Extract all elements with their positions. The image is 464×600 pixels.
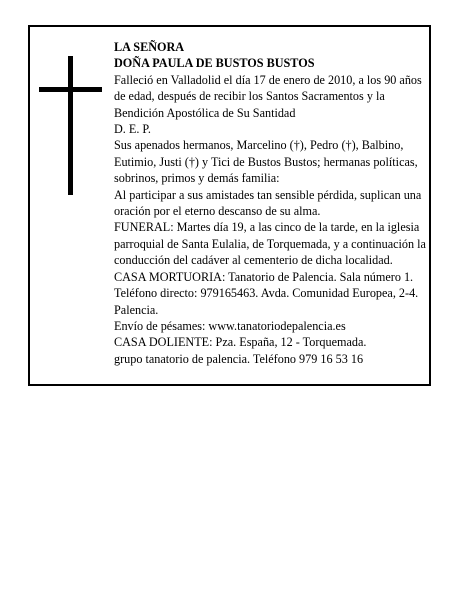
funeral-home-details: CASA MORTUORIA: Tanatorio de Palencia. Sala número 1. Teléfono directo: 979165463. Avda. Comunidad Europea, 2-4. Palencia. xyxy=(114,269,419,317)
deceased-title: LA SEÑORA xyxy=(114,40,185,54)
funeral-details: FUNERAL: Martes día 19, a las cinco de la tarde, en la iglesia parroquial de Santa Eulalia, de Torquemada, y a continuación la conducción del cadáver al cementerio de dicha localidad. xyxy=(114,220,426,268)
death-announcement: Falleció en Valladolid el día 17 de enero de 2010, a los 90 años de edad, después de recibir los Santos Sacramentos y la Bendición Apostólica de Su Santidad xyxy=(114,72,422,120)
prayer-request: Al participar a sus amistades tan sensible pérdida, suplican una oración por el eterno descanso de su alma. xyxy=(114,187,422,219)
obituary-notice xyxy=(28,25,431,386)
notice-text xyxy=(114,39,426,367)
deceased-name: DOÑA PAULA DE BUSTOS BUSTOS xyxy=(114,56,315,71)
cross-vertical-bar xyxy=(68,56,73,195)
family-home-address: CASA DOLIENTE: Pza. España, 12 - Torquemada. xyxy=(114,335,367,350)
rip-line: D. E. P. xyxy=(114,122,151,137)
cross-horizontal-bar xyxy=(39,87,102,92)
condolences-website: Envío de pésames: www.tanatoriodepalencia.es xyxy=(114,318,346,333)
funeral-group-phone: grupo tanatorio de palencia. Teléfono 979 16 53 16 xyxy=(114,351,364,366)
family-list: Sus apenados hermanos, Marcelino (†), Pedro (†), Balbino, Eutimio, Justi (†) y Tici de Bustos Bustos; hermanas políticas, sobrinos, primos y demás familia: xyxy=(114,138,418,186)
